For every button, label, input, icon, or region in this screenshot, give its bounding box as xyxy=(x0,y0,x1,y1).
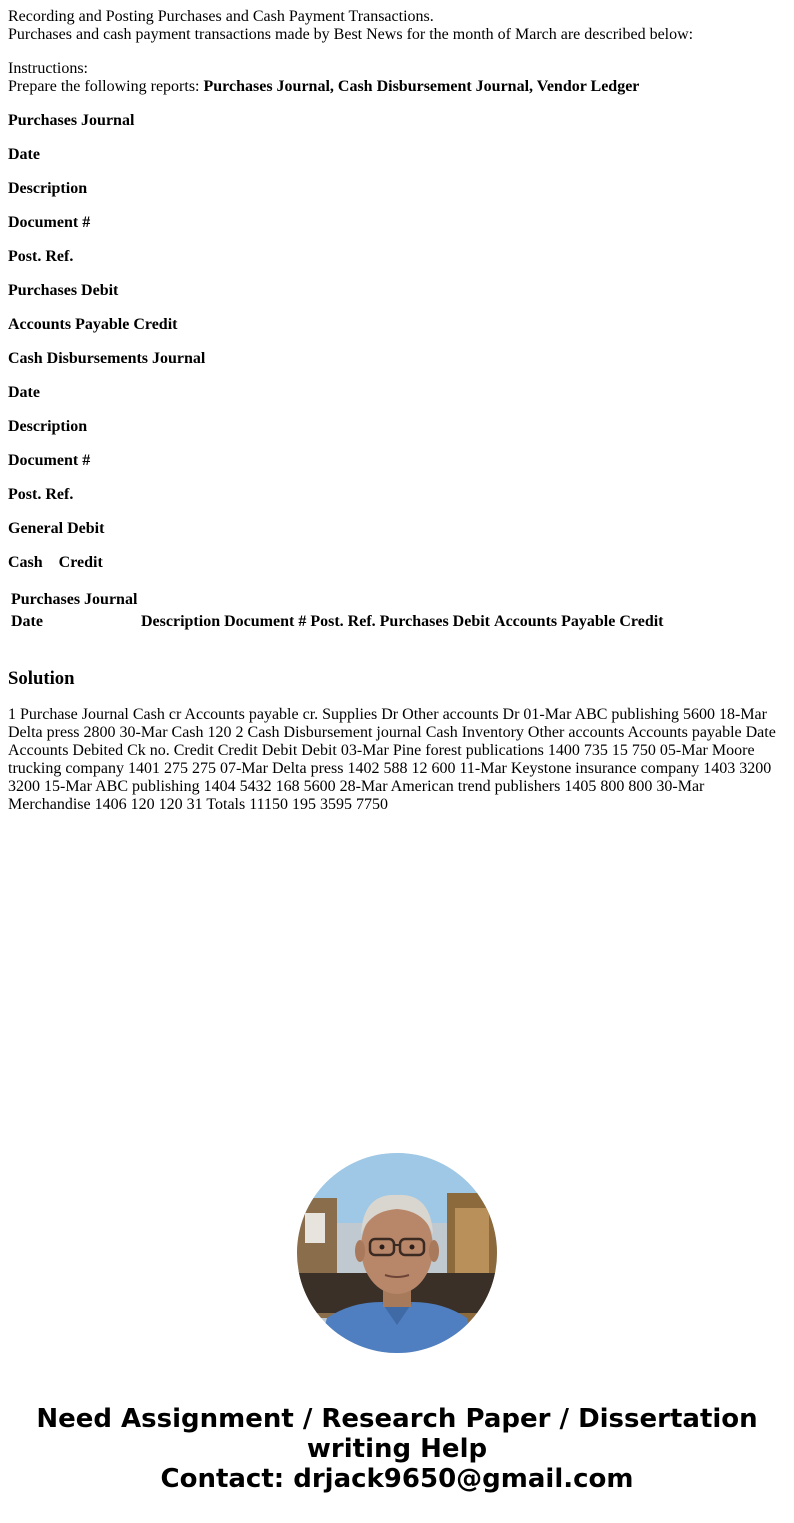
author-portrait-image xyxy=(297,1153,497,1353)
page-content xyxy=(8,8,786,814)
pj-field: Purchases Debit xyxy=(8,282,119,299)
author-photo xyxy=(297,1153,497,1353)
footer-advertisement xyxy=(0,1404,794,1494)
purchases-journal-heading: Purchases Journal xyxy=(8,112,135,129)
footer-contact: Contact: drjack9650@gmail.com xyxy=(160,1464,634,1494)
cdj-field: Cash Credit xyxy=(8,554,103,571)
pj-field: Description xyxy=(8,180,88,197)
cdj-field: Description xyxy=(8,418,88,435)
cash-disbursements-journal-heading: Cash Disbursements Journal xyxy=(8,350,206,367)
pj-field: Document # xyxy=(8,214,91,231)
purchases-journal-fields xyxy=(8,112,786,572)
table-title: Purchases Journal xyxy=(11,591,138,608)
table-title-row xyxy=(10,590,664,610)
intro-title: Recording and Posting Purchases and Cash Payment Transactions. xyxy=(8,8,434,25)
table-header-row xyxy=(10,612,664,632)
table-header-cell: Date xyxy=(11,613,43,630)
solution-heading: Solution xyxy=(8,668,75,689)
table-header-cell: Accounts Payable Credit xyxy=(494,613,664,630)
instructions-text xyxy=(8,78,786,96)
instructions-label: Instructions: xyxy=(8,60,88,77)
cdj-field: Date xyxy=(8,384,40,401)
prepare-reports: Purchases Journal, Cash Disbursement Journal, Vendor Ledger xyxy=(203,78,640,95)
table-header-cell: Document # xyxy=(224,613,307,630)
pj-field: Accounts Payable Credit xyxy=(8,316,178,333)
prepare-prefix: Prepare the following reports: xyxy=(8,78,204,95)
cdj-field: General Debit xyxy=(8,520,105,537)
solution-text: 1 Purchase Journal Cash cr Accounts payable cr. Supplies Dr Other accounts Dr 01-Mar ABC publishing 5600 18-Mar Delta press 2800 30-Mar Cash 120 2 Cash Disbursement journal Cash Inventory Other accounts Accounts payable Date Accounts Debited Ck no. Credit Credit Debit Debit 03-Mar Pine forest publications 1400 735 15 750 05-Mar Moore trucking company 1401 275 275 07-Mar Delta press 1402 588 12 600 11-Mar Keystone insurance company 1403 3200 3200 15-Mar ABC publishing 1404 5432 168 5600 28-Mar American trend publishers 1405 800 800 30-Mar Merchandise 1406 120 120 31 Totals 11150 195 3595 7750 xyxy=(8,706,776,813)
cdj-field: Post. Ref. xyxy=(8,486,74,503)
intro-description: Purchases and cash payment transactions made by Best News for the month of March are described below: xyxy=(8,26,694,43)
purchases-journal-table xyxy=(8,588,666,634)
pj-field: Date xyxy=(8,146,40,163)
footer-line: Need Assignment / Research Paper / Dissertation xyxy=(36,1404,758,1434)
pj-field: Post. Ref. xyxy=(8,248,74,265)
footer-line: writing Help xyxy=(306,1434,488,1464)
table-header-cell: Purchases Debit xyxy=(379,613,491,630)
table-header-cell: Description xyxy=(141,613,221,630)
table-header-cell: Post. Ref. xyxy=(310,613,376,630)
cdj-field: Document # xyxy=(8,452,91,469)
